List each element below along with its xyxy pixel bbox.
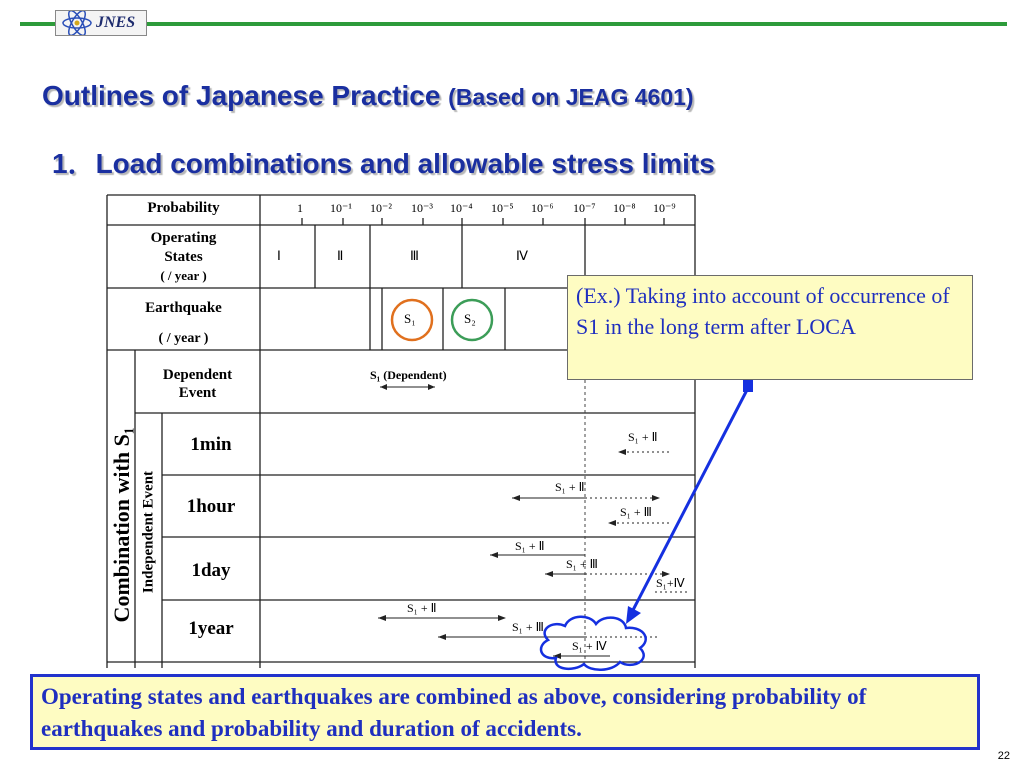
combo-label: S₁ + Ⅲ	[512, 620, 544, 634]
tick-label: 10⁻⁵	[491, 201, 514, 215]
combo-label: S₁ + Ⅱ	[515, 539, 545, 553]
title-sub: (Based on JEAG 4601)	[448, 84, 694, 110]
tick-label: 10⁻²	[370, 201, 392, 215]
section-heading: 1．Load combinations and allowable stress limits	[52, 148, 715, 179]
state-label: Ⅱ	[337, 248, 344, 263]
combo-label: S₁ + Ⅲ	[620, 505, 652, 519]
combo-label: S₁ + Ⅳ	[572, 639, 607, 653]
operating-states-label	[107, 229, 260, 267]
tick-label: 10⁻⁴	[450, 201, 473, 215]
page-number: 22	[997, 750, 1010, 762]
combo-label: S₁ + Ⅲ	[566, 557, 598, 571]
example-callout: (Ex.) Taking into account of occurrence of S1 in the long term after LOCA	[567, 275, 973, 380]
duration-1year: 1year	[188, 618, 234, 639]
state-label: Ⅰ	[277, 248, 281, 263]
combination-label: Combination with S₁	[109, 427, 134, 623]
s1-circle-label: S₁	[404, 311, 416, 326]
earthquake-unit: ( / year )	[158, 331, 209, 346]
combo-label: S₁ + Ⅱ	[407, 601, 437, 615]
tick-label: 10⁻⁷	[573, 201, 596, 215]
combo-label: S₁ + Ⅱ	[555, 480, 585, 494]
dependent-event-value: S₁ (Dependent)	[370, 368, 447, 382]
operating-states-unit: ( / year )	[160, 268, 207, 283]
operating-states-line1: Operating	[150, 230, 217, 246]
summary-note: Operating states and earthquakes are combined as above, considering probability of earthquakes and probability and duration of accidents.	[30, 674, 980, 750]
state-label: Ⅳ	[516, 248, 528, 263]
duration-1day: 1day	[191, 560, 231, 581]
tick-label: 10⁻⁹	[653, 201, 676, 215]
combo-label: S₁ + Ⅱ	[628, 430, 658, 444]
duration-1min: 1min	[190, 434, 232, 455]
dependent-event-line1: Dependent	[162, 367, 233, 383]
s2-circle-label: S₂	[464, 311, 476, 326]
title-main: Outlines of Japanese Practice	[42, 80, 449, 111]
probability-label: Probability	[147, 200, 220, 216]
tick-label: 10⁻³	[411, 201, 433, 215]
combo-label: S₁+Ⅳ	[656, 576, 685, 590]
tick-label: 1	[297, 201, 303, 215]
independent-event-label: Independent Event	[140, 470, 157, 594]
earthquake-label: Earthquake	[145, 300, 222, 316]
tick-label: 10⁻⁶	[531, 201, 554, 215]
duration-1hour: 1hour	[186, 496, 236, 517]
operating-states-line2: States	[164, 249, 203, 265]
dependent-event-line2: Event	[178, 385, 217, 401]
tick-label: 10⁻¹	[330, 201, 352, 215]
dependent-event-label	[135, 366, 260, 402]
tick-label: 10⁻⁸	[613, 201, 636, 215]
state-label: Ⅲ	[410, 248, 419, 263]
logo-text: JNES	[96, 14, 136, 31]
